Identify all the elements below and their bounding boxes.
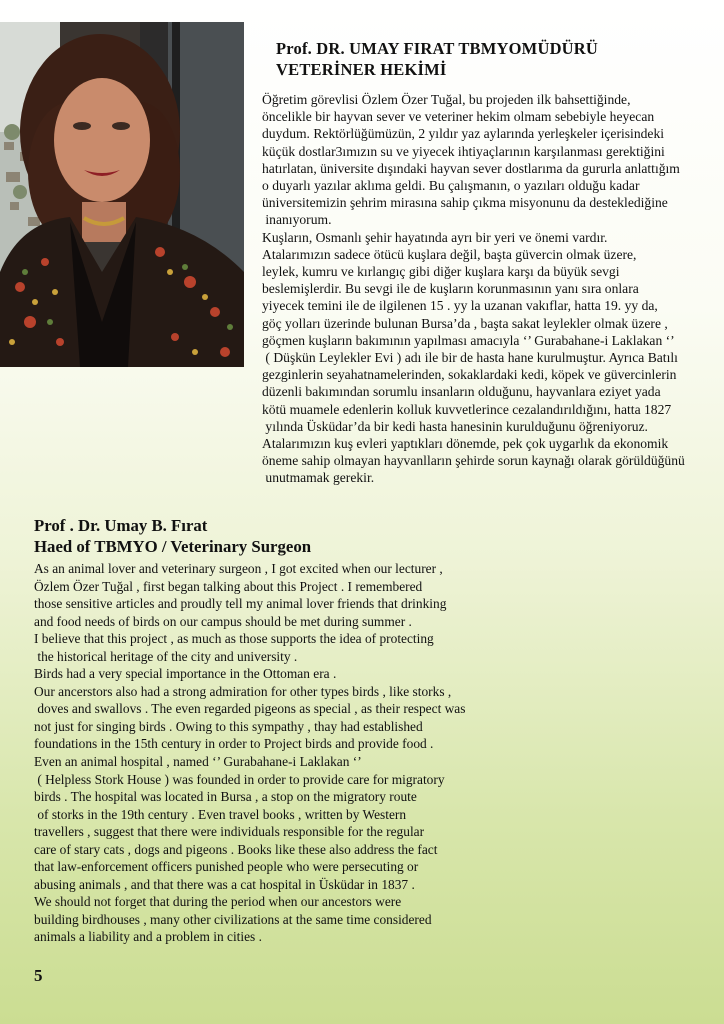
body-line: of storks in the 19th century . Even travel books , written by Western	[34, 806, 407, 822]
body-line: care of stary cats , dogs and pigeons . Books like these also address the fact	[34, 841, 438, 857]
body-line: duydum. Rektörlüğümüzün, 2 yıldır yaz aylarında yerleşkeler içerisindeki	[262, 126, 665, 142]
turkish-body-text	[262, 91, 722, 487]
body-line: küçük dostlar3ımızın su ve yiyecek ihtiyaçlarının karşılanması gerektiğini	[262, 143, 665, 159]
body-line: birds . The hospital was located in Bursa , a stop on the migratory route	[34, 789, 417, 805]
english-title-line: Haed of TBMYO / Veterinary Surgeon	[34, 537, 312, 556]
body-line: Atalarımızın kuş evleri yaptıkları dönemde, pek çok uygarlık da ekonomik	[262, 436, 669, 452]
body-line: Özlem Özer Tuğal , first began talking about this Project . I remembered	[34, 578, 423, 594]
english-body-text	[34, 560, 554, 946]
body-line: öneme sahip olmayan hayvanlların şehirde sorun kaynağı olarak görüldüğünü	[262, 453, 685, 469]
body-line: Öğretim görevlisi Özlem Özer Tuğal, bu projeden ilk bahsettiğinde,	[262, 92, 631, 107]
portrait-photo	[0, 22, 244, 367]
turkish-title-line: VETERİNER HEKİMİ	[276, 60, 447, 79]
body-line: unutmamak gerekir.	[262, 470, 375, 486]
body-line: foundations in the 15th century in order to Project birds and provide food .	[34, 736, 434, 752]
body-line: leylek, kumru ve kırlangıç gibi diğer kuşlara karşı da büyük sevgi	[262, 264, 620, 280]
body-line: As an animal lover and veterinary surgeon , I got excited when our lecturer ,	[34, 561, 443, 576]
body-line: öncelikle bir hayvan sever ve veteriner hekim olmam sebebiyle heyecan	[262, 109, 655, 125]
body-line: Even an animal hospital , named ‘’ Gurabahane-i Laklakan ‘’	[34, 754, 362, 770]
body-line: that law-enforcement officers punished people who were persecuting or	[34, 859, 419, 875]
body-line: We should not forget that during the period when our ancestors were	[34, 894, 402, 910]
body-line: Kuşların, Osmanlı şehir hayatında ayrı bir yeri ve önemi vardır.	[262, 229, 608, 245]
body-line: göç yolları üzerinde bulunan Bursa’da , başta sakat leylekler olmak üzere ,	[262, 315, 668, 331]
body-line: ( Düşkün Leylekler Evi ) adı ile bir de hasta hane kurulmuştur. Ayrıca Batılı	[262, 350, 678, 366]
english-title-line: Prof . Dr. Umay B. Fırat	[34, 516, 208, 535]
body-line: and food needs of birds on our campus should be met during summer .	[34, 613, 412, 629]
body-line: hatırlatan, üniversite dışındaki hayvan sever dostlarıma da gururla anlattığım	[262, 160, 680, 176]
page-number: 5	[34, 966, 43, 985]
body-line: ( Helpless Stork House ) was founded in order to provide care for migratory	[34, 771, 445, 787]
english-title	[34, 515, 534, 557]
body-line: animals a liability and a problem in cities .	[34, 929, 262, 945]
body-line: those sensitive articles and proudly tell my animal lover friends that drinking	[34, 596, 447, 612]
body-line: not just for singing birds . Owing to this sympathy , thay had established	[34, 718, 423, 734]
body-line: inanıyorum.	[262, 212, 332, 228]
body-line: Birds had a very special importance in the Ottoman era .	[34, 666, 337, 682]
turkish-title	[276, 38, 716, 80]
turkish-title-line: Prof. DR. UMAY FIRAT TBMYOMÜDÜRÜ	[276, 39, 599, 58]
body-line: building birdhouses , many other civilizations at the same time considered	[34, 911, 432, 927]
body-line: Atalarımızın sadece ötücü kuşlara değil, başta güvercin olmak üzere,	[262, 246, 637, 262]
body-line: üniversitemizin şehrim mirasına sahip çıkma misyonunu da desteklediğine	[262, 195, 668, 211]
body-line: I believe that this project , as much as those supports the idea of protecting	[34, 631, 434, 647]
body-line: kötü muamele edenlerin kolluk kuvvetlerince cezalandırıldığını, hatta 1827	[262, 401, 672, 417]
body-line: yılında Üsküdar’da bir kedi hasta hanesinin kurulduğunu öğreniyoruz.	[262, 418, 648, 434]
body-line: beslemişlerdir. Bu sevgi ile de kuşların korunmasının yanı sıra onlara	[262, 281, 639, 297]
body-line: the historical heritage of the city and university .	[34, 648, 298, 664]
body-line: o duyarlı yazılar aklıma geldi. Bu çalışmanın, o yazıları olduğu kadar	[262, 178, 640, 194]
body-line: gezginlerin seyahatnamelerinden, sokaklardaki kedi, köpek ve güvercinlerin	[262, 367, 677, 383]
body-line: travellers , suggest that there were individuals responsible for the regular	[34, 824, 425, 840]
body-line: abusing animals , and that there was a cat hospital in Üsküdar in 1837 .	[34, 876, 415, 892]
body-line: doves and swallovs . The even regarded pigeons as special , as their respect was	[34, 701, 466, 717]
body-line: göçmen kuşların bakımının yapılması amacıyla ‘’ Gurabahane-i Laklakan ‘’	[262, 332, 675, 348]
body-line: Our ancerstors also had a strong admiration for other types birds , like storks ,	[34, 683, 452, 699]
body-line: düzenli bakımından sorumlu insanların olduğunu, hayvanlara eziyet yada	[262, 384, 661, 400]
body-line: yiyecek temini ile de ilgilenen 15 . yy la uzanan vakıflar, hatta 19. yy da,	[262, 298, 658, 314]
